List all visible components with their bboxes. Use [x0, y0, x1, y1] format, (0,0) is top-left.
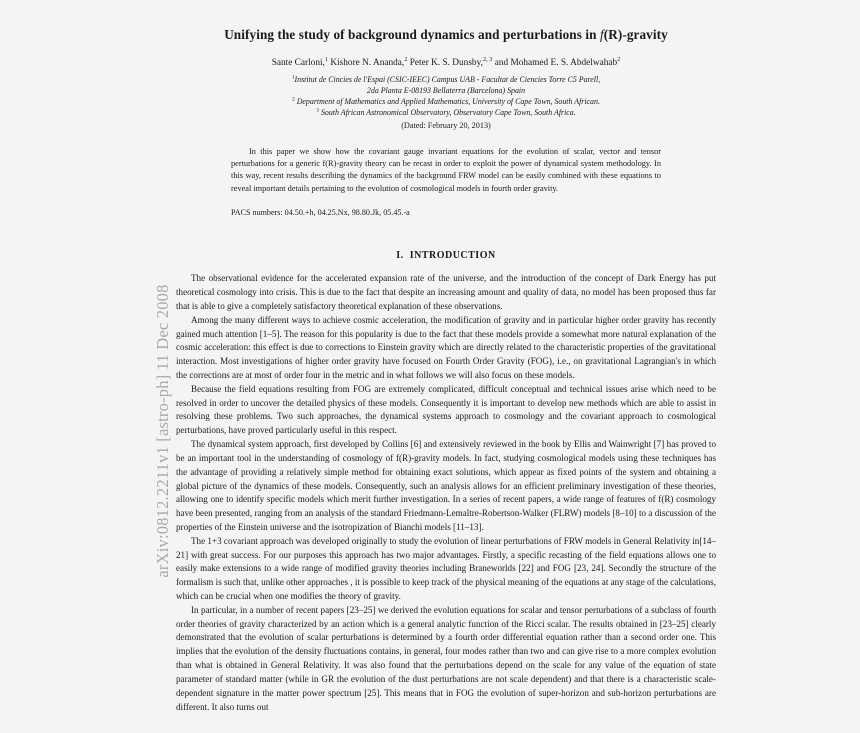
- dated-line: (Dated: February 20, 2013): [401, 120, 491, 130]
- page-title: [176, 26, 716, 43]
- author-affil-marker: 1: [324, 56, 329, 64]
- title-math-f: f: [599, 27, 604, 42]
- arxiv-stamp: [150, 196, 176, 666]
- paragraph: The 1+3 covariant approach was developed originally to study the evolution of linear perturbations of FRW models in General Relativity in[14–21] with great success. For our purposes this approach has two major advantages. Firstly, a specific recasting of the field equations allows one to easily make extensions to a wide range of modified gravity theories including Braneworlds [22] and FOG [23, 24]. Secondly the structure of the formalism is such that, unlike other approaches , it is possible to keep track of the physical meaning of the equations at any stage of the calculations, which can be crucial when one modifies the theory of gravity.: [176, 535, 716, 602]
- author-affil-marker: 2: [617, 56, 621, 64]
- title-text-post: -gravity: [622, 27, 668, 42]
- affiliation-marker: 3: [316, 107, 319, 114]
- author-affil-marker: 2, 3: [482, 56, 493, 64]
- section-heading: [176, 250, 716, 261]
- author-affil-marker: 2: [404, 56, 408, 64]
- affiliation-line: Institut de Cincies de l'Espai (CSIC-IEEC) Campus UAB - Facultat de Ciencies Torre C5 Parell,: [294, 74, 601, 84]
- section-number: I.: [396, 250, 404, 262]
- title-text-pre: Unifying the study of background dynamics and perturbations in: [224, 27, 600, 42]
- paragraph: The observational evidence for the accelerated expansion rate of the universe, and the introduction of the concept of Dark Energy has put theoretical cosmology into crisis. This is due to the fact that despite an increasing amount and quality of data, no model has been proposed thus far that is able to give a completely satisfactory theoretical explanation of these observations.: [176, 273, 716, 311]
- abstract-text: In this paper we show how the covariant gauge invariant equations for the evolution of scalar, vector and tensor perturbations for a generic f(R)-gravity theory can be recast in order to exploit the power of dynamical system methodology. In this way, recent results describing the dynamics of the background FRW model can be easily combined with these equations to reveal important details pertaining to the evolution of cosmological models in fourth order gravity.: [231, 146, 661, 193]
- affiliation-item: [176, 107, 716, 118]
- article-column: [176, 26, 716, 714]
- affiliation-line: Department of Mathematics and Applied Mathematics, University of Cape Town, South African.: [296, 97, 600, 107]
- affiliation-marker: 1: [291, 74, 295, 81]
- arxiv-stamp-text: arXiv:0812.2211v1 [astro-ph] 11 Dec 2008: [153, 284, 172, 578]
- affiliation-item: [176, 74, 716, 85]
- paragraph: Among the many different ways to achieve cosmic acceleration, the modification of gravity and in particular higher order gravity has recently gained much attention [1–5]. The reason for this popularity is due to the fact that these models provide a somewhat more natural explanation of the cosmic acceleration: this effect is due to corrections to Einstein gravity which are directly related to the characteristic properties of the gravitational interaction. Most investigations of higher order gravity have focused on Fourth Order Gravity (FOG), i.e., on gravitational Lagrangian's in which the corrections are at most of order four in the metric and in what follows we will also focus on these models.: [176, 314, 716, 381]
- affiliation-marker: 2: [292, 96, 295, 103]
- title-math-r: (R): [603, 27, 623, 42]
- paragraph: In particular, in a number of recent papers [23–25] we derived the evolution equations for scalar and tensor perturbations of a subclass of fourth order theories of gravity characterized by an action which is a general analytic function of the Ricci scalar. The results obtained in [23–25] clearly demonstrated that the evolution of scalar perturbations is determined by a fourth order differential equation rather than a second order one. This implies that the evolution of the density fluctuations contains, in general, four modes rather than two and can give rise to a more complex evolution than what is obtained in General Relativity. It was also found that the perturbations depend on the scale for any value of the equation of state parameter of standard matter (while in GR the evolution of the dust perturbations are not scale dependent) and that there is a characteristic scale-dependent signature in the matter power spectrum [25]. This means that in FOG the evolution of super-horizon and sub-horizon perturbations are different. It also turns out: [176, 604, 716, 712]
- paragraph: Because the field equations resulting from FOG are extremely complicated, difficult conceptual and technical issues arise which need to be resolved in order to uncover the detailed physics of these models. Consequently it is important to develop new methods which are able to assist in resolving these problems. Two such approaches, the dynamical systems approach to cosmology and the covariant approach to cosmological perturbations, have proved particularly useful in this respect.: [176, 383, 716, 436]
- pacs-numbers: PACS numbers: 04.50.+h, 04.25.Nx, 98.80.Jk, 05.45.-a: [231, 208, 410, 218]
- affiliation-line-cont: 2da Planta E-08193 Bellaterra (Barcelona) Spain: [366, 85, 526, 95]
- paragraph: The dynamical system approach, first developed by Collins [6] and extensively reviewed in the book by Ellis and Wainwright [7] has proved to be an important tool in the understanding of cosmology of f(R)-gravity models. In fact, studying cosmological models using these techniques has the advantage of providing a relatively simple method for obtaining exact solutions, which appear as fixed points of the system and obtaining a global picture of the dynamics of these models. Consequently, such an analysis allows for an efficient preliminary investigation of these theories, allowing one to identify specific models which merit further investigation. In a series of recent papers, a wide range of features of f(R) cosmology have been presented, ranging from an analysis of the standard Friedmann-Lemaître-Robertson-Walker (FLRW) models [8–10] to a discussion of the properties of the Einstein universe and the isotropization of Bianchi models [11–13].: [176, 439, 716, 532]
- affiliation-line: South African Astronomical Observatory, Observatory Cape Town, South Africa.: [320, 108, 576, 118]
- author-list: Sante Carloni,$^1$ Kishore N. Ananda,$^2$ Peter K. S. Dunsby,$^{2, 3}$ and Mohamed E. S. Abdelwahab$^2$: [271, 56, 621, 69]
- affiliation-item: [176, 96, 716, 107]
- abstract: [231, 146, 661, 196]
- section-title: INTRODUCTION: [409, 250, 496, 262]
- affiliation-block: [176, 74, 716, 119]
- body-text: [176, 272, 716, 714]
